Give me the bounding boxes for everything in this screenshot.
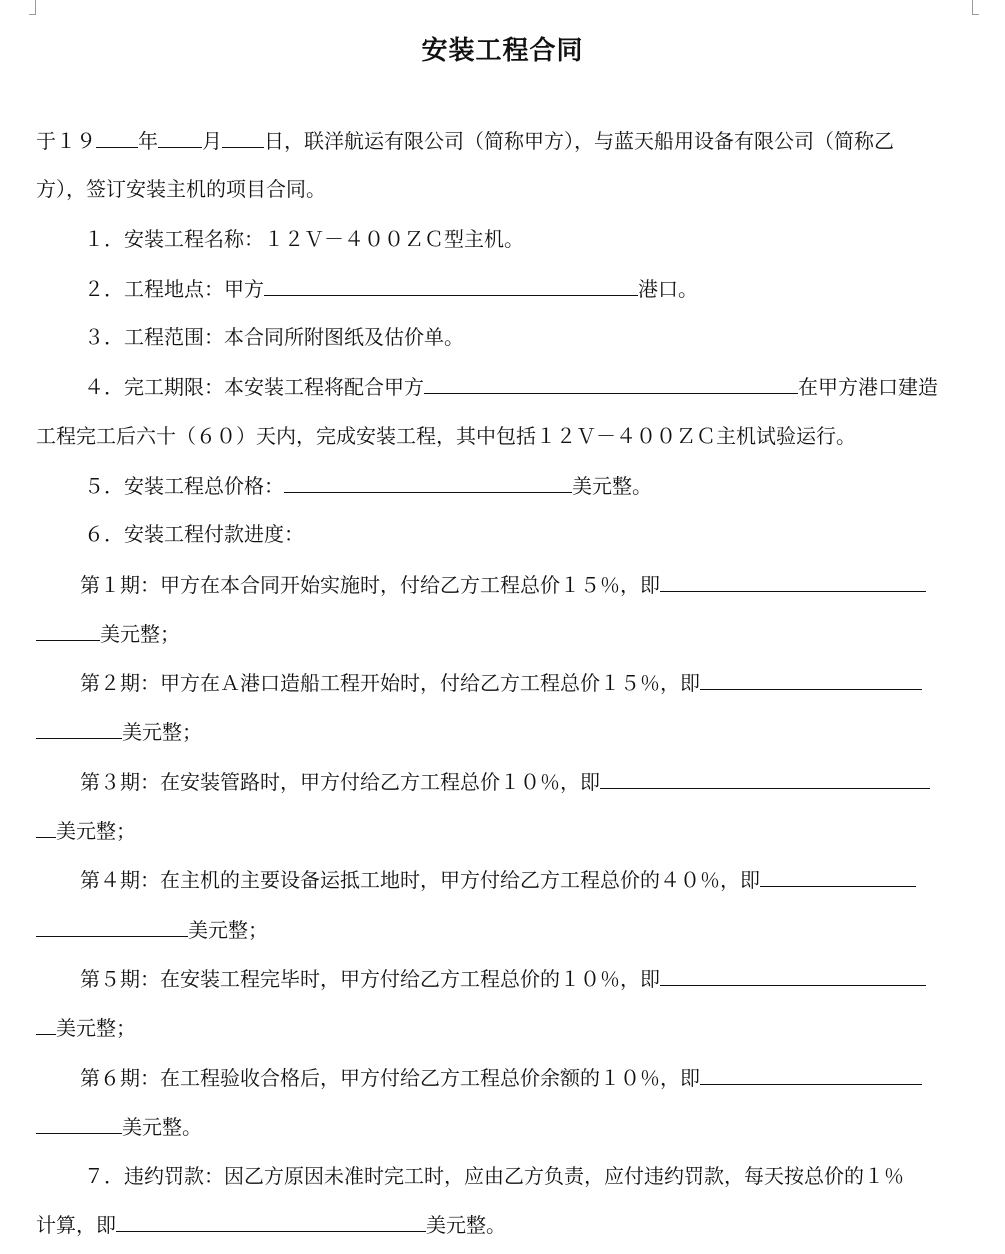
day-blank[interactable] bbox=[222, 125, 264, 148]
stage-4-suffix: 美元整； bbox=[188, 918, 268, 942]
item-5-total-price bbox=[84, 470, 652, 500]
stage-4-line bbox=[80, 864, 916, 894]
item-4-continuation: 工程完工后六十（６０）天内，完成安装工程，其中包括１２Ｖ－４００ＺＣ主机试验运行。 bbox=[36, 424, 856, 448]
intro-continuation: 方），签订安装主机的项目合同。 bbox=[36, 177, 326, 201]
stage-3-amount-blank-cont[interactable] bbox=[36, 815, 56, 838]
stage-1-amount-blank-cont[interactable] bbox=[36, 618, 100, 641]
stage-2-text: 第２期：甲方在Ａ港口造船工程开始时，付给乙方工程总价１５％，即 bbox=[80, 671, 700, 695]
item-5-suffix: 美元整。 bbox=[572, 474, 652, 498]
item-4-suffix: 在甲方港口建造 bbox=[798, 375, 938, 399]
stage-5-line bbox=[80, 963, 926, 993]
stage-1-continuation bbox=[36, 618, 180, 648]
stage-4-text: 第４期：在主机的主要设备运抵工地时，甲方付给乙方工程总价的４０％，即 bbox=[80, 868, 760, 892]
stage-3-amount-blank[interactable] bbox=[600, 766, 930, 789]
intro-text-start: 于１９ bbox=[36, 129, 96, 153]
page-corner-mark-right bbox=[972, 0, 979, 15]
stage-3-text: 第３期：在安装管路时，甲方付给乙方工程总价１０％，即 bbox=[80, 770, 600, 794]
stage-4-amount-blank-cont[interactable] bbox=[36, 914, 188, 937]
stage-2-amount-blank[interactable] bbox=[700, 667, 922, 690]
page-corner-mark-left bbox=[29, 0, 36, 15]
total-price-blank[interactable] bbox=[284, 470, 572, 493]
month-blank[interactable] bbox=[158, 125, 202, 148]
item-7-penalty: ７．违约罚款：因乙方原因未准时完工时，应由乙方负责，应付违约罚款，每天按总价的１％ bbox=[84, 1164, 904, 1188]
completion-project-blank[interactable] bbox=[424, 371, 798, 394]
stage-5-text: 第５期：在安装工程完毕时，甲方付给乙方工程总价的１０％，即 bbox=[80, 967, 660, 991]
stage-2-suffix: 美元整； bbox=[122, 720, 202, 744]
item-7-label: 计算，即 bbox=[36, 1213, 116, 1237]
penalty-amount-blank[interactable] bbox=[116, 1209, 426, 1232]
stage-6-line bbox=[80, 1062, 922, 1092]
intro-line bbox=[36, 125, 894, 155]
item-3-project-scope: ３．工程范围：本合同所附图纸及估价单。 bbox=[84, 325, 464, 349]
stage-5-suffix: 美元整； bbox=[56, 1016, 136, 1040]
intro-month-label: 月 bbox=[202, 129, 222, 153]
stage-6-text: 第６期：在工程验收合格后，甲方付给乙方工程总价余额的１０％，即 bbox=[80, 1066, 700, 1090]
stage-5-amount-blank-cont[interactable] bbox=[36, 1012, 56, 1035]
item-2-suffix: 港口。 bbox=[638, 277, 698, 301]
stage-4-amount-blank[interactable] bbox=[760, 864, 916, 887]
item-2-project-location bbox=[84, 273, 698, 303]
stage-2-line bbox=[80, 667, 922, 697]
intro-day-text: 日，联洋航运有限公司（简称甲方），与蓝天船用设备有限公司（简称乙 bbox=[264, 129, 894, 153]
item-4-completion-period bbox=[84, 371, 938, 401]
stage-1-suffix: 美元整； bbox=[100, 622, 180, 646]
stage-1-amount-blank[interactable] bbox=[660, 569, 926, 592]
intro-year-label: 年 bbox=[138, 129, 158, 153]
stage-4-continuation bbox=[36, 914, 268, 944]
stage-3-line bbox=[80, 766, 930, 796]
stage-2-continuation bbox=[36, 716, 202, 746]
stage-3-suffix: 美元整； bbox=[56, 819, 136, 843]
item-5-label: ５．安装工程总价格： bbox=[84, 474, 284, 498]
year-blank[interactable] bbox=[96, 125, 138, 148]
stage-6-suffix: 美元整。 bbox=[122, 1115, 202, 1139]
item-7-suffix: 美元整。 bbox=[426, 1213, 506, 1237]
stage-3-continuation bbox=[36, 815, 136, 845]
item-6-payment-schedule: ６．安装工程付款进度： bbox=[84, 522, 304, 546]
stage-6-continuation bbox=[36, 1111, 202, 1141]
item-7-continuation bbox=[36, 1209, 506, 1239]
item-4-label: ４．完工期限：本安装工程将配合甲方 bbox=[84, 375, 424, 399]
location-blank[interactable] bbox=[264, 273, 638, 296]
stage-5-amount-blank[interactable] bbox=[660, 963, 926, 986]
stage-1-line bbox=[80, 569, 926, 599]
stage-5-continuation bbox=[36, 1012, 136, 1042]
document-title: 安装工程合同 bbox=[421, 36, 584, 66]
stage-1-text: 第１期：甲方在本合同开始实施时，付给乙方工程总价１５％，即 bbox=[80, 573, 660, 597]
item-1-project-name: １．安装工程名称：１２Ｖ－４００ＺＣ型主机。 bbox=[84, 227, 524, 251]
stage-6-amount-blank-cont[interactable] bbox=[36, 1111, 122, 1134]
stage-6-amount-blank[interactable] bbox=[700, 1062, 922, 1085]
item-2-label: ２．工程地点：甲方 bbox=[84, 277, 264, 301]
stage-2-amount-blank-cont[interactable] bbox=[36, 716, 122, 739]
